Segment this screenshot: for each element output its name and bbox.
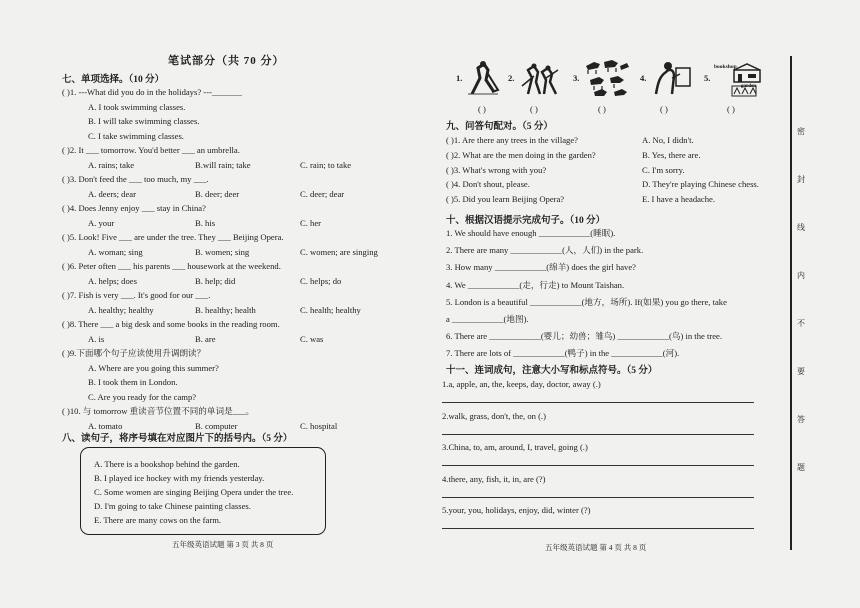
- matching-answer: E. I have a headache.: [642, 194, 716, 205]
- seal-char: 答: [797, 415, 805, 424]
- question-10: ( )10. 与 tomorrow 重读音节位置不同的单词是___。: [62, 406, 255, 416]
- answer-line: [442, 402, 754, 403]
- word-order-item: 1.a, apple, an, the, keeps, day, doctor, away (.): [442, 379, 601, 389]
- picture-answer-bracket: ( ): [478, 104, 486, 114]
- word-order-item: 2.walk, grass, don't, the, on (.): [442, 410, 546, 421]
- fill-in-sentence: 1. We should have enough ____________(睡眠).: [446, 228, 616, 238]
- question-2-option: A. rains; take: [88, 159, 135, 170]
- right-footer: 五年级英语试题 第 4 页 共 8 页: [545, 543, 647, 552]
- fill-in-sentence: 3. How many ____________(绵羊) does the girl have?: [446, 262, 636, 273]
- question-7: ( )7. Fish is very ___. It's good for our ___.: [62, 290, 211, 300]
- sentence-item: A. There is a bookshop behind the garden.: [94, 459, 240, 469]
- question-5-option: A. woman; sing: [88, 246, 143, 257]
- question-5-option: C. women; are singing: [300, 246, 378, 257]
- fill-in-sentence: 4. We ____________(走，行走) to Mount Taishan.: [446, 279, 625, 290]
- seal-char: 不: [797, 319, 805, 328]
- question-6-option: C. helps; do: [300, 275, 342, 286]
- seal-char: 封: [797, 175, 805, 184]
- question-6-option: B. help; did: [195, 275, 236, 286]
- question-7-option: B. healthy; health: [195, 304, 256, 315]
- beijing-opera-picture: [520, 62, 560, 96]
- question-8-option: A. is: [88, 333, 105, 344]
- sentence-item: C. Some women are singing Beijing Opera under the tree.: [94, 487, 294, 497]
- question-7-option: A. healthy; healthy: [88, 304, 154, 315]
- question-2-option: C. rain; to take: [300, 159, 352, 170]
- page-title: 笔试部分（共 70 分）: [168, 55, 285, 67]
- section8-heading: 八、读句子，将序号填在对应图片下的括号内。（5 分）: [62, 434, 293, 444]
- answer-line: [442, 528, 754, 529]
- picture-answer-bracket: ( ): [530, 104, 538, 114]
- matching-question: ( )5. Did you learn Beijing Opera?: [446, 194, 565, 205]
- sentence-item: D. I'm going to take Chinese painting classes.: [94, 501, 251, 511]
- seal-char: 题: [797, 463, 805, 472]
- question-9-option: B. I took them in London.: [88, 377, 178, 387]
- question-3-option: B. deer; deer: [195, 188, 240, 199]
- question-10-option: A. tomato: [88, 420, 123, 431]
- question-9-option: A. Where are you going this summer?: [88, 362, 219, 373]
- question-9: ( )9.下面哪个句子应读使用升调朗读？: [62, 348, 206, 358]
- question-3: ( )3. Don't feed the ___ too much, my ___.: [62, 174, 209, 184]
- answer-line: [442, 434, 754, 435]
- garden-label: garden: [741, 84, 756, 89]
- bookshop-label: bookshop: [714, 64, 737, 70]
- answer-line: [442, 497, 754, 498]
- section11-heading: 十一、连词成句，注意大小写和标点符号。（5 分）: [446, 366, 658, 376]
- question-1-option: A. I took swimming classes.: [88, 101, 186, 112]
- question-10-option: B. computer: [195, 420, 238, 431]
- picture-number: 3.: [573, 73, 580, 83]
- question-8: ( )8. There ___ a big desk and some books in the reading room.: [62, 319, 280, 329]
- fill-in-sentence: 5. London is a beautiful ____________(地方，场所). If(如果) you go there, take: [446, 296, 727, 307]
- picture-answer-bracket: ( ): [727, 104, 735, 114]
- question-3-option: C. deer; dear: [300, 188, 345, 199]
- question-4-option: C. her: [300, 217, 322, 228]
- seal-char: 内: [797, 271, 805, 280]
- fill-in-sentence: 6. There are ____________(婴儿；幼兽；雏鸟) ____________(鸟) in the tree.: [446, 331, 722, 342]
- left-footer: 五年级英语试题 第 3 页 共 8 页: [172, 540, 274, 549]
- question-9-option: C. Are you ready for the camp?: [88, 391, 197, 402]
- word-order-item: 4.there, any, fish, it, in, are (?): [442, 473, 546, 484]
- question-8-option: B. are: [195, 333, 216, 344]
- question-1: ( )1. ---What did you do in the holidays? ---_______: [62, 87, 242, 97]
- question-4-option: B. his: [195, 217, 216, 228]
- seal-char: 密: [797, 127, 805, 136]
- picture-number: 4.: [640, 73, 647, 83]
- question-1-option: C. I take swimming classes.: [88, 130, 184, 141]
- question-2: ( )2. It ___ tomorrow. You'd better ___ an umbrella.: [62, 145, 240, 155]
- matching-answer: B. Yes, there are.: [642, 149, 701, 160]
- question-8-option: C. was: [300, 333, 324, 344]
- sentence-item: B. I played ice hockey with my friends yesterday.: [94, 473, 265, 483]
- picture-answer-bracket: ( ): [660, 104, 668, 114]
- matching-question: ( )3. What's wrong with you?: [446, 164, 547, 175]
- word-order-item: 5.your, you, holidays, enjoy, did, winter (?): [442, 505, 591, 515]
- section9-heading: 九、问答句配对。（5 分）: [446, 122, 553, 132]
- cows-picture: [584, 58, 630, 98]
- question-4: ( )4. Does Jenny enjoy ___ stay in China?: [62, 203, 206, 213]
- picture-number: 1.: [456, 73, 463, 83]
- question-2-option: B.will rain; take: [195, 159, 251, 170]
- matching-question: ( )4. Don't shout, please.: [446, 179, 530, 190]
- painting-picture: [652, 60, 692, 96]
- question-4-option: A. your: [88, 217, 115, 228]
- question-10-option: C. hospital: [300, 420, 338, 431]
- matching-answer: C. I'm sorry.: [642, 164, 685, 175]
- ice-hockey-picture: [466, 60, 500, 96]
- seal-line: [790, 56, 792, 550]
- question-5: ( )5. Look! Five ___ are under the tree. They ___ Beijing Opera.: [62, 232, 284, 242]
- section7-heading: 七、单项选择。（10 分）: [62, 75, 165, 85]
- question-6-option: A. helps; does: [88, 275, 137, 286]
- question-6: ( )6. Peter often ___ his parents ___ housework at the weekend.: [62, 261, 281, 271]
- question-5-option: B. women; sing: [195, 246, 250, 257]
- picture-number: 5.: [704, 73, 711, 83]
- answer-line: [442, 465, 754, 466]
- matching-question: ( )2. What are the men doing in the garden?: [446, 149, 596, 160]
- matching-answer: A. No, I didn't.: [642, 135, 694, 145]
- sentence-item: E. There are many cows on the farm.: [94, 515, 222, 525]
- picture-answer-bracket: ( ): [598, 104, 606, 114]
- word-order-item: 3.China, to, am, around, I, travel, going (.): [442, 442, 588, 452]
- matching-answer: D. They're playing Chinese chess.: [642, 179, 759, 190]
- picture-number: 2.: [508, 73, 515, 83]
- fill-in-sentence: 2. There are many ____________(人，人们) in the park.: [446, 245, 644, 256]
- fill-in-sentence: a ____________(地图).: [446, 314, 529, 324]
- matching-question: ( )1. Are there any trees in the village?: [446, 135, 578, 145]
- fill-in-sentence: 7. There are lots of ____________(鸭子) in the ____________(河).: [446, 348, 680, 359]
- seal-char: 要: [797, 367, 805, 376]
- question-3-option: A. deers; dear: [88, 188, 136, 199]
- section10-heading: 十、根据汉语提示完成句子。（10 分）: [446, 216, 606, 226]
- question-1-option: B. I will take swimming classes.: [88, 116, 200, 126]
- question-7-option: C. health; healthy: [300, 304, 361, 315]
- seal-char: 线: [797, 223, 805, 232]
